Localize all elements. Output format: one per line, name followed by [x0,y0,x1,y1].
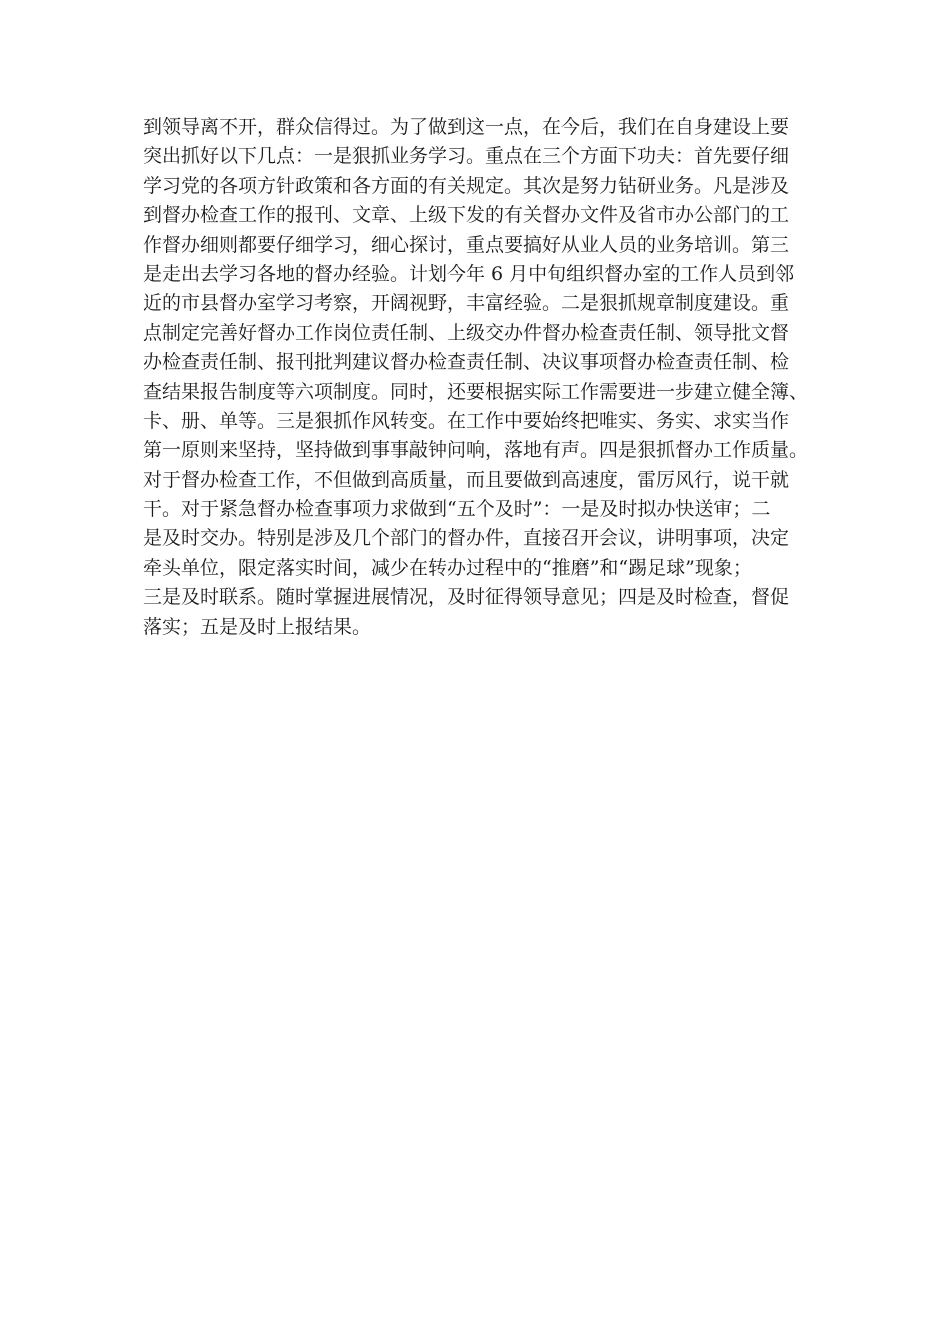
body-paragraph [143,113,823,642]
text-line: 卡、册、单等。三是狠抓作风转变。在工作中要始终把唯实、务实、求实当作 [143,409,790,432]
text-line: 第一原则来坚持，坚持做到事事敲钟问响，落地有声。四是狠抓督办工作质量。 [143,439,809,462]
text-line: 作督办细则都要仔细学习，细心探讨，重点要搞好从业人员的业务培训。第三 [143,233,790,256]
text-line: 是及时交办。特别是涉及几个部门的督办件，直接召开会议，讲明事项，决定 [143,527,790,550]
text-line: 对于督办检查工作，不但做到高质量，而且要做到高速度，雷厉风行，说干就 [143,468,790,491]
text-line: 干。对于紧急督办检查事项力求做到“五个及时”：一是及时拟办快送审；二 [143,498,771,521]
text-line: 是走出去学习各地的督办经验。计划今年 6 月中旬组织督办室的工作人员到邻 [143,262,795,285]
text-line: 查结果报告制度等六项制度。同时，还要根据实际工作需要进一步建立健全簿、 [143,380,809,403]
text-line: 牵头单位，限定落实时间，减少在转办过程中的“推磨”和“踢足球”现象； [143,556,752,579]
text-line: 办检查责任制、报刊批判建议督办检查责任制、决议事项督办检查责任制、检 [143,351,790,374]
text-line: 学习党的各项方针政策和各方面的有关规定。其次是努力钻研业务。凡是涉及 [143,174,790,197]
text-line: 三是及时联系。随时掌握进展情况，及时征得领导意见；四是及时检查，督促 [143,586,790,609]
text-line: 到领导离不开，群众信得过。为了做到这一点，在今后，我们在自身建设上要 [143,116,790,138]
text-line: 点制定完善好督办工作岗位责任制、上级交办件督办检查责任制、领导批文督 [143,321,790,344]
text-line: 突出抓好以下几点：一是狠抓业务学习。重点在三个方面下功夫：首先要仔细 [143,145,790,168]
text-line: 近的市县督办室学习考察，开阔视野，丰富经验。二是狠抓规章制度建设。重 [143,292,790,315]
text-line: 到督办检查工作的报刊、文章、上级下发的有关督办文件及省市办公部门的工 [143,204,790,227]
text-line: 落实；五是及时上报结果。 [143,615,372,638]
